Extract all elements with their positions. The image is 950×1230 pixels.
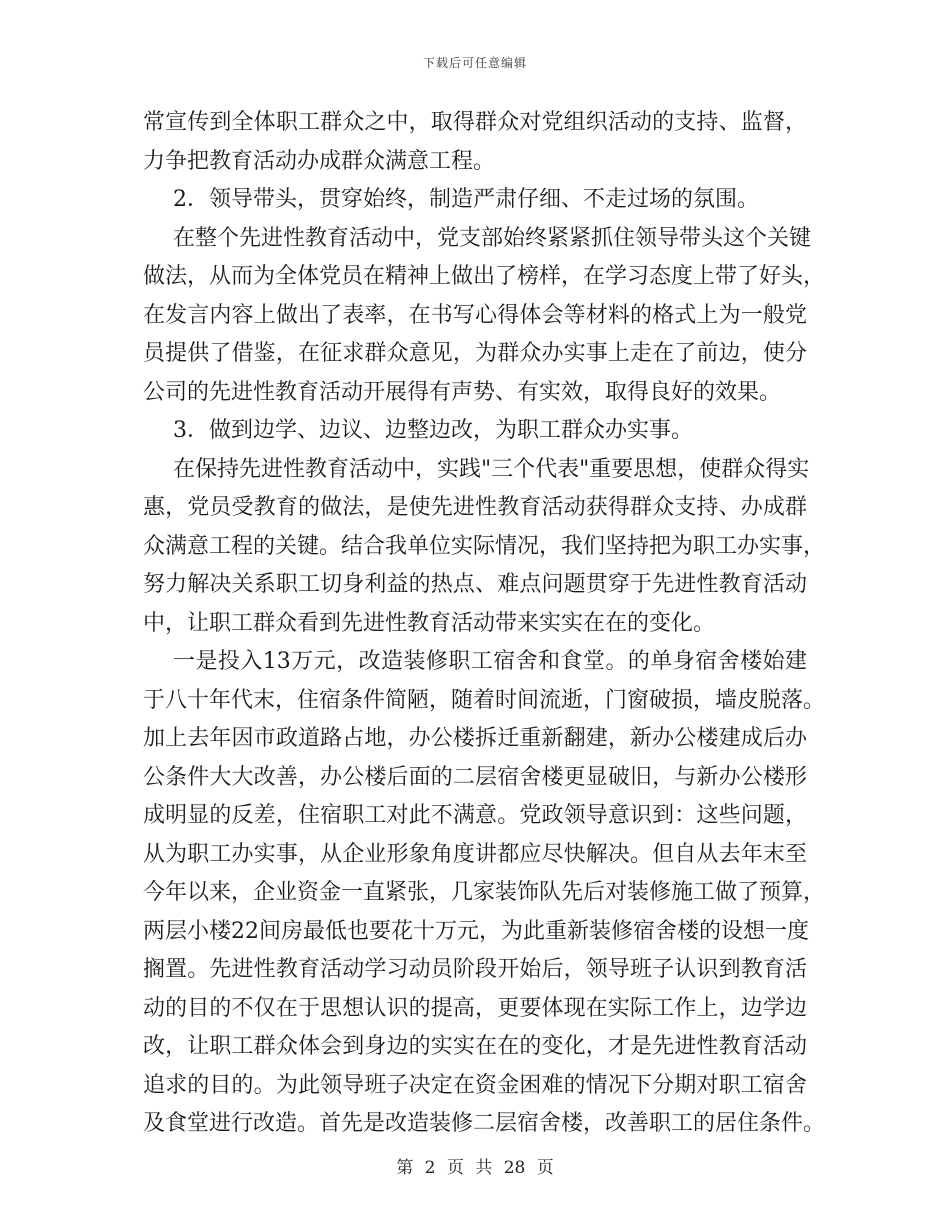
text-line: 努力解决关系职工切身利益的热点、难点问题贯穿于先进性教育活动 [143, 572, 807, 597]
text-line: 搁置。先进性教育活动学习动员阶段开始后，领导班子认识到教育活 [143, 957, 807, 982]
text-line: 在保持先进性教育活动中，实践"三个代表"重要思想，使群众得实 [173, 456, 810, 482]
text-line: 2．领导带头，贯穿始终，制造严肃仔细、不走过场的氛围。 [173, 187, 759, 212]
text-line: 从为职工办实事，从企业形象角度讲都应尽快解决。但自从去年末至 [143, 841, 807, 867]
text-line: 于八十年代末，住宿条件简陋，随着时间流逝，门窗破损，墙皮脱落。 [143, 687, 826, 713]
text-line: 员提供了借鉴，在征求群众意见，为群众办实事上走在了前边，使分 [143, 341, 807, 366]
text-line: 今年以来，企业资金一直紧张，几家装饰队先后对装修施工做了预算， [143, 880, 826, 905]
text-line: 追求的目的。为此领导班子决定在资金困难的情况下分期对职工宿舍 [143, 1072, 807, 1098]
document-body [143, 104, 826, 1144]
text-line: 公条件大大改善，办公楼后面的二层宿舍楼更显破旧，与新办公楼形 [143, 764, 807, 790]
text-line: 做法，从而为全体党员在精神上做出了榜样，在学习态度上带了好头， [143, 264, 826, 289]
text-line: 常宣传到全体职工群众之中，取得群众对党组织活动的支持、监督， [143, 110, 807, 135]
text-line: 公司的先进性教育活动开展得有声势、有实效，取得良好的效果。 [143, 379, 782, 405]
text-line: 两层小楼22间房最低也要花十万元，为此重新装修宿舍楼的设想一度 [143, 918, 809, 944]
text-line: 加上去年因市政道路占地，办公楼拆迁重新翻建，新办公楼建成后办 [143, 726, 807, 751]
text-line: 惠，党员受教育的做法，是使先进性教育活动获得群众支持、办成群 [143, 495, 807, 520]
text-line: 一是投入13万元，改造装修职工宿舍和食堂。的单身宿舍楼始建 [173, 649, 807, 674]
text-line: 及食堂进行改造。首先是改造装修二层宿舍楼，改善职工的居住条件。 [143, 1111, 826, 1136]
text-line: 众满意工程的关键。结合我单位实际情况，我们坚持把为职工办实事， [143, 533, 826, 559]
page-number: 第 2 页 共 28 页 [396, 1158, 554, 1178]
text-line: 中，让职工群众看到先进性教育活动带来实实在在的变化。 [143, 610, 716, 636]
text-line: 改，让职工群众体会到身边的实实在在的变化，才是先进性教育活动 [143, 1034, 807, 1059]
text-line: 成明显的反差，住宿职工对此不满意。党政领导意识到：这些问题， [143, 803, 807, 828]
text-line: 在发言内容上做出了表率，在书写心得体会等材料的格式上为一般党 [143, 302, 807, 328]
page-header: 下载后可任意编辑 [422, 56, 527, 70]
text-line: 动的目的不仅在于思想认识的提高，更要体现在实际工作上，边学边 [143, 995, 807, 1021]
text-line: 3．做到边学、边议、边整边改，为职工群众办实事。 [173, 418, 693, 443]
text-line: 力争把教育活动办成群众满意工程。 [143, 148, 496, 174]
text-line: 在整个先进性教育活动中，党支部始终紧紧抓住领导带头这个关键 [173, 225, 812, 251]
